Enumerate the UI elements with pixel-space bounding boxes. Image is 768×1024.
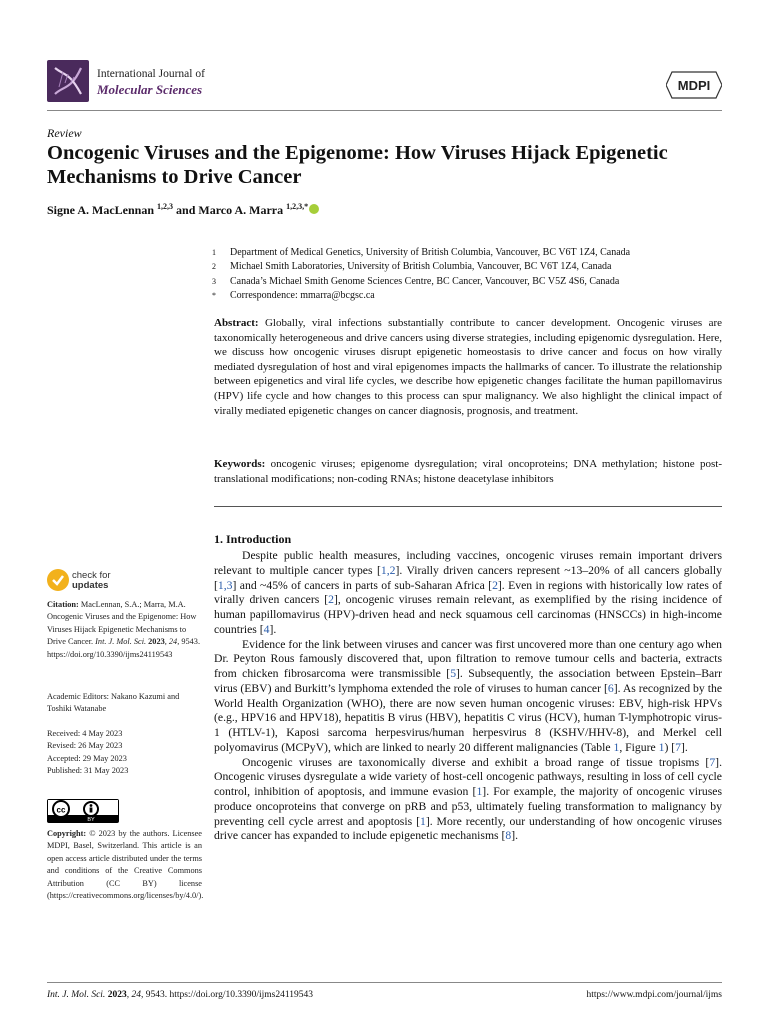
section-heading: 1. Introduction bbox=[214, 532, 292, 546]
article-type: Review bbox=[47, 126, 82, 140]
author-name[interactable]: Signe A. MacLennan bbox=[47, 203, 158, 217]
svg-text:BY: BY bbox=[87, 817, 95, 823]
svg-text:cc: cc bbox=[56, 805, 66, 815]
table-link[interactable]: 1 bbox=[613, 740, 620, 754]
citation-link[interactable]: 4 bbox=[263, 622, 270, 636]
copyright-notice: Copyright: © 2023 by the authors. Licensee MDPI, Basel, Switzerland. This article is an open access article distributed under the terms and conditions of the Creative Commons Attribution (CC BY) license (https://creativecommons.org/licenses/by/4.0/). bbox=[47, 829, 204, 901]
citation-link[interactable]: 1 bbox=[419, 814, 426, 828]
affiliation-item: 2 Michael Smith Laboratories, University of British Columbia, Vancouver, BC V6T 1Z4, Canada bbox=[212, 261, 612, 273]
affiliation-item: 1 Department of Medical Genetics, University of British Columbia, Vancouver, BC V6T 1Z4, Canada bbox=[212, 247, 631, 258]
orcid-icon[interactable] bbox=[309, 204, 319, 214]
correspondence: * Correspondence: mmarra@bcgsc.ca bbox=[212, 289, 375, 301]
citation-link[interactable]: 7 bbox=[709, 755, 716, 769]
abstract bbox=[214, 316, 722, 418]
author-list bbox=[47, 202, 319, 218]
citation-block: Citation: MacLennan, S.A.; Marra, M.A. Oncogenic Viruses and the Epigenome: How Viruses Hijack Epigenetic Mechanisms to Drive Cancer. Int. J. Mol. Sci. 2023, 24, 9543. https://doi.org/10.3390/ijms24119543 bbox=[47, 600, 201, 659]
footer-journal-url[interactable]: https://www.mdpi.com/journal/ijms bbox=[586, 990, 722, 1000]
citation-link[interactable]: 5 bbox=[450, 667, 457, 680]
author-affiliation-marks: 1,2,3,* bbox=[286, 202, 309, 211]
article-title: Oncogenic Viruses and the Epigenome: How Viruses Hijack Epigenetic Mechanisms to Drive Cancer bbox=[47, 142, 668, 188]
section-divider bbox=[214, 506, 722, 507]
citation-link[interactable]: 2 bbox=[492, 578, 498, 592]
date-accepted: Accepted: 29 May 2023 bbox=[47, 753, 127, 763]
header-divider bbox=[47, 110, 722, 111]
abstract-text: Globally, viral infections substantially contribute to cancer development. Oncogenic viruses are taxonomically heterogeneous and drive cancers using diverse strategies, including epigenomic dysregulation. Here, we discuss how oncogenic viruses disrupt epigenetic homeostasis to drive cancer and focus on how virally mediated dysregulation of host and viral epigenomes impacts the hallmarks of cancer. To illustrate the relationship between epigenetics and viral life cycles, we describe how epigenetic changes facilitate the human papillomavirus (HPV) life cycle and how changes to this process can spur malignancy. We also highlight the clinical impact of virally mediated epigenetic changes on cancer diagnosis, prognosis, and treatment. bbox=[214, 317, 722, 417]
keywords-text: oncogenic viruses; epigenome dysregulation; viral oncoproteins; DNA methylation; histone post-translational modifications; non-coding RNAs; histone deacetylase inhibitors bbox=[214, 458, 722, 485]
check-updates-icon bbox=[47, 569, 69, 591]
figure-link[interactable]: 1 bbox=[658, 740, 665, 754]
check-updates-label: check for bbox=[72, 570, 111, 581]
author-affiliation-marks: 1,2,3 bbox=[157, 202, 174, 211]
cc-by-license-icon[interactable] bbox=[47, 799, 119, 823]
introduction-body bbox=[214, 549, 722, 844]
academic-editors: Academic Editors: Nakano Kazumi and Toshiki Watanabe bbox=[47, 692, 180, 714]
affiliations bbox=[212, 246, 722, 303]
paragraph: Despite public health measures, including vaccines, oncogenic viruses remain important drivers relevant to multiple cancer types [1,2]. Virally driven cancers represent ~13–20% of all cancers globally [1,3] and ~45% of cancers in parts of sub-Saharan Africa [2]. Even in regions with historically low rates of virally driven cancers [2], oncogenic viruses remain relevant, as exemplified by the rising incidence of human papillomavirus (HPV)-driven head and neck squamous cell carcinomas (HNSCCs) in high-income countries [4]. bbox=[214, 549, 722, 636]
citation-link[interactable]: 6 bbox=[607, 681, 614, 695]
mdpi-logo bbox=[666, 70, 722, 100]
paragraph: Evidence for the link between viruses and cancer was first uncovered more than one century ago when Dr. Peyton Rous famously discovered that, upon filtration to remove tumour cells and bacteria, extracts from chicken fibrosarcoma were transmissible [5]. Subsequently, the association between Epstein–Barr virus (EBV) and Burkitt’s lymphoma extended the role of viruses to human cancer [6]. As recognized by the World Health Organization (WHO), there are now seven human oncogenic viruses: EBV, high-risk HPVs (e.g., HPV16 and HPV18), hepatitis B virus (HBV), hepatitis C virus (HCV), human T-lymphotropic virus-1 (HTLV-1), Kaposi sarcoma herpesvirus/human herpesvirus 8 (KSHV/HHV-8), and Merkel cell polyomavirus (MCPyV), which are linked to nearly 20 different malignancies (Table 1, Figure 1) [7]. bbox=[214, 637, 723, 754]
publication-dates bbox=[47, 728, 202, 778]
date-revised: Revised: 26 May 2023 bbox=[47, 741, 123, 751]
footer-divider bbox=[47, 982, 722, 983]
check-for-updates-button[interactable] bbox=[47, 569, 177, 593]
citation-link[interactable]: 7 bbox=[675, 740, 682, 754]
journal-logo-icon bbox=[47, 60, 89, 102]
footer-citation: Int. J. Mol. Sci. 2023, 24, 9543. https://doi.org/10.3390/ijms24119543 bbox=[47, 990, 314, 1000]
paragraph: Oncogenic viruses are taxonomically diverse and exhibit a broad range of tissue tropisms [7]. Oncogenic viruses dysregulate a wide variety of host-cell oncogenic pathways, resulting in loss of cell cycle control, inhibition of apoptosis, and immune evasion [1]. For example, the majority of oncogenic viruses produce oncoproteins that converge on pRB and p53, ultimately fueling transformation to malignancy by preventing cell cycle arrest and apoptosis [1]. More recently, our understanding of how oncogenic viruses drive cancer has expanded to include epigenetic mechanisms [8]. bbox=[214, 755, 722, 843]
citation-link[interactable]: 1,3 bbox=[217, 578, 233, 592]
citation-link[interactable]: 1 bbox=[476, 785, 483, 798]
date-received: Received: 4 May 2023 bbox=[47, 729, 123, 738]
keywords bbox=[214, 457, 722, 486]
check-updates-label-bold: updates bbox=[72, 580, 109, 591]
date-published: Published: 31 May 2023 bbox=[47, 766, 129, 776]
doi-link[interactable]: , 9543. https://doi.org/10.3390/ijms24119543 bbox=[47, 637, 201, 659]
citation-link[interactable]: 1,2 bbox=[380, 563, 396, 577]
journal-name-line2: Molecular Sciences bbox=[97, 82, 203, 97]
affiliation-item: 3 Canada’s Michael Smith Genome Sciences Centre, BC Cancer, Vancouver, BC V5Z 4S6, Canada bbox=[212, 275, 620, 287]
citation-link[interactable]: 2 bbox=[328, 593, 334, 607]
journal-name-line1: International Journal of bbox=[97, 68, 205, 80]
keywords-label: Keywords: bbox=[214, 458, 266, 470]
author-connector: and bbox=[173, 203, 199, 217]
citation-link[interactable]: 8 bbox=[505, 829, 512, 843]
author-name[interactable]: Marco A. Marra bbox=[198, 203, 287, 217]
abstract-label: Abstract: bbox=[214, 317, 259, 329]
svg-text:MDPI: MDPI bbox=[677, 78, 711, 93]
footer-doi-link[interactable]: , 9543. https://doi.org/10.3390/ijms24119543 bbox=[140, 990, 314, 1000]
